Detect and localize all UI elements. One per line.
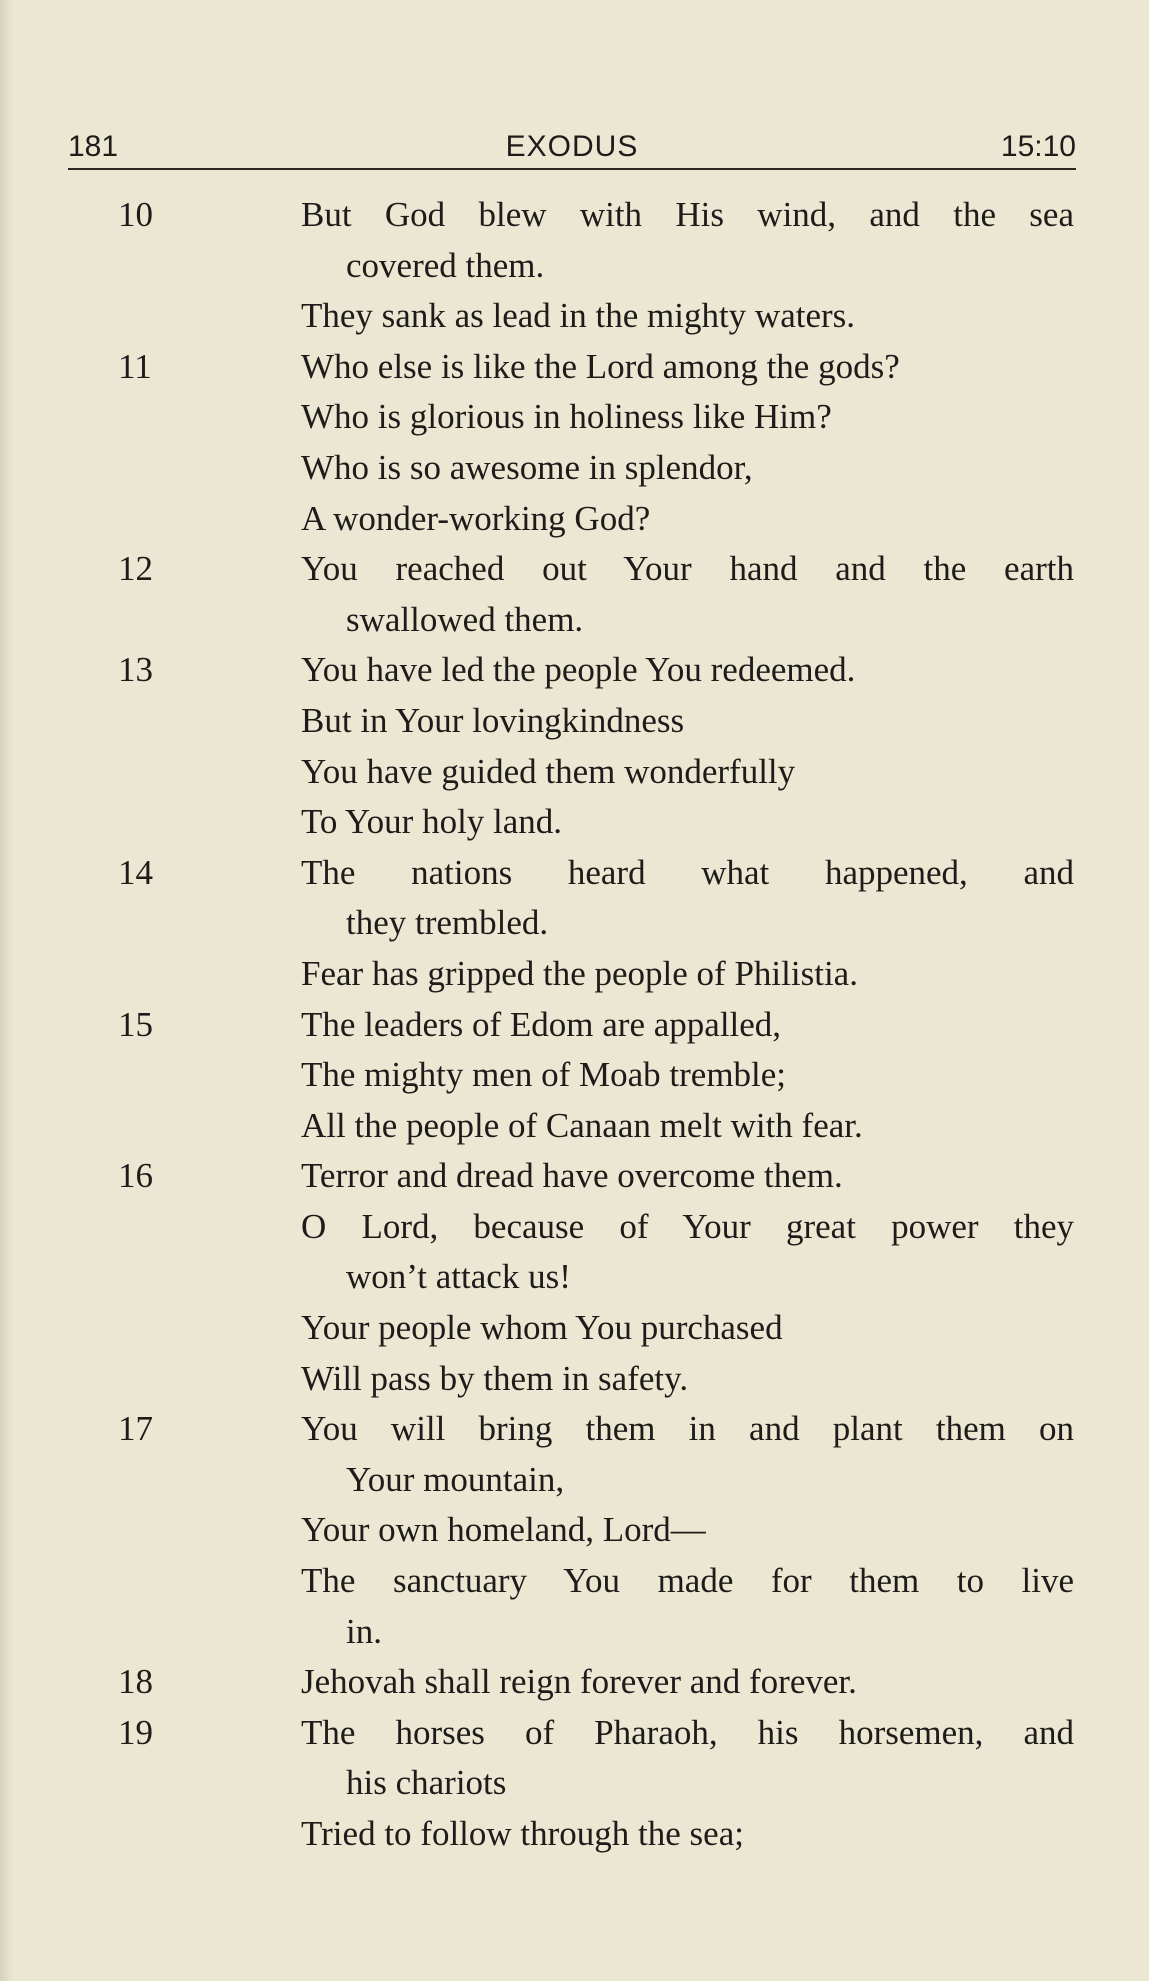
- verse-line: [0, 645, 1149, 696]
- running-head: [68, 130, 1076, 170]
- verse-number: 11: [118, 346, 152, 386]
- verse-text: To Your holy land.: [301, 802, 563, 842]
- verse-line: [0, 494, 1149, 545]
- page-number: 181: [68, 130, 119, 163]
- verse-number: 19: [118, 1712, 153, 1752]
- verse-text: A wonder-working God?: [301, 498, 651, 538]
- verse-number: 15: [118, 1004, 153, 1044]
- verse-number: 14: [118, 852, 153, 892]
- verse-line: [0, 1151, 1149, 1202]
- verse-continuation-text: won’t attack us!: [346, 1257, 571, 1297]
- verse-line: [0, 1000, 1149, 1051]
- verse-text: Who else is like the Lord among the gods?: [301, 346, 900, 386]
- verse-line: [0, 848, 1149, 899]
- verse-text: Who is glorious in holiness like Him?: [301, 397, 832, 437]
- book-title: EXODUS: [505, 130, 639, 163]
- verse-text-body: [0, 190, 1149, 1860]
- verse-text: The mighty men of Moab tremble;: [301, 1055, 787, 1095]
- verse-text: Your own homeland, Lord—: [301, 1510, 706, 1550]
- verse-continuation-text: his chariots: [346, 1763, 507, 1803]
- chapter-verse-reference: 15:10: [1000, 130, 1076, 163]
- verse-text: You have guided them wonderfully: [301, 751, 796, 791]
- verse-line: [0, 291, 1149, 342]
- verse-text: Your people whom You purchased: [301, 1308, 783, 1348]
- verse-text: The sanctuary You made for them to live: [301, 1561, 1074, 1601]
- verse-text: Jehovah shall reign forever and forever.: [301, 1662, 857, 1702]
- verse-line: [0, 949, 1149, 1000]
- verse-line: [0, 1556, 1149, 1607]
- verse-line: [0, 1657, 1149, 1708]
- verse-line: [0, 1101, 1149, 1152]
- verse-number: 18: [118, 1662, 153, 1702]
- verse-number: 12: [118, 549, 153, 589]
- verse-line: [0, 443, 1149, 494]
- verse-text: The nations heard what happened, and: [301, 852, 1074, 892]
- verse-number: 17: [118, 1409, 153, 1449]
- verse-line: [0, 190, 1149, 241]
- verse-text: The horses of Pharaoh, his horsemen, and: [301, 1712, 1074, 1752]
- verse-line: [0, 1354, 1149, 1405]
- verse-text: Tried to follow through the sea;: [301, 1814, 744, 1853]
- verse-line: [0, 1050, 1149, 1101]
- verse-text: But in Your lovingkindness: [301, 700, 685, 740]
- verse-continuation-text: they trembled.: [346, 903, 549, 943]
- verse-continuation-text: covered them.: [346, 245, 545, 285]
- verse-line: [0, 1607, 1149, 1658]
- verse-line: [0, 1202, 1149, 1253]
- verse-text: Who is so awesome in splendor,: [301, 447, 753, 487]
- verse-number: 16: [118, 1156, 153, 1196]
- verse-line: [0, 1455, 1149, 1506]
- verse-line: [0, 595, 1149, 646]
- verse-text: But God blew with His wind, and the sea: [301, 195, 1074, 234]
- verse-line: [0, 544, 1149, 595]
- verse-line: [0, 241, 1149, 292]
- verse-line: [0, 1404, 1149, 1455]
- header-rule: [68, 168, 1076, 170]
- verse-line: [0, 696, 1149, 747]
- verse-line: [0, 1252, 1149, 1303]
- verse-text: Will pass by them in safety.: [301, 1358, 689, 1398]
- verse-text: Terror and dread have overcome them.: [301, 1156, 843, 1196]
- verse-text: Fear has gripped the people of Philistia.: [301, 953, 858, 993]
- verse-number: 13: [118, 650, 153, 690]
- verse-text: You reached out Your hand and the earth: [301, 549, 1074, 589]
- verse-text: All the people of Canaan melt with fear.: [301, 1105, 863, 1145]
- verse-text: The leaders of Edom are appalled,: [301, 1004, 782, 1044]
- verse-continuation-text: swallowed them.: [346, 599, 584, 639]
- verse-line: [0, 1758, 1149, 1809]
- verse-text: You have led the people You redeemed.: [301, 650, 856, 690]
- verse-line: [0, 1505, 1149, 1556]
- verse-line: [0, 1303, 1149, 1354]
- verse-line: [0, 1809, 1149, 1860]
- verse-text: You will bring them in and plant them on: [301, 1409, 1074, 1449]
- verse-text: They sank as lead in the mighty waters.: [301, 296, 856, 336]
- verse-text: O Lord, because of Your great power they: [301, 1206, 1074, 1246]
- verse-continuation-text: in.: [346, 1611, 382, 1651]
- verse-line: [0, 747, 1149, 798]
- verse-continuation-text: Your mountain,: [346, 1459, 565, 1499]
- verse-line: [0, 797, 1149, 848]
- verse-line: [0, 898, 1149, 949]
- verse-line: [0, 392, 1149, 443]
- verse-line: [0, 1708, 1149, 1759]
- verse-line: [0, 342, 1149, 393]
- verse-number: 10: [118, 195, 153, 234]
